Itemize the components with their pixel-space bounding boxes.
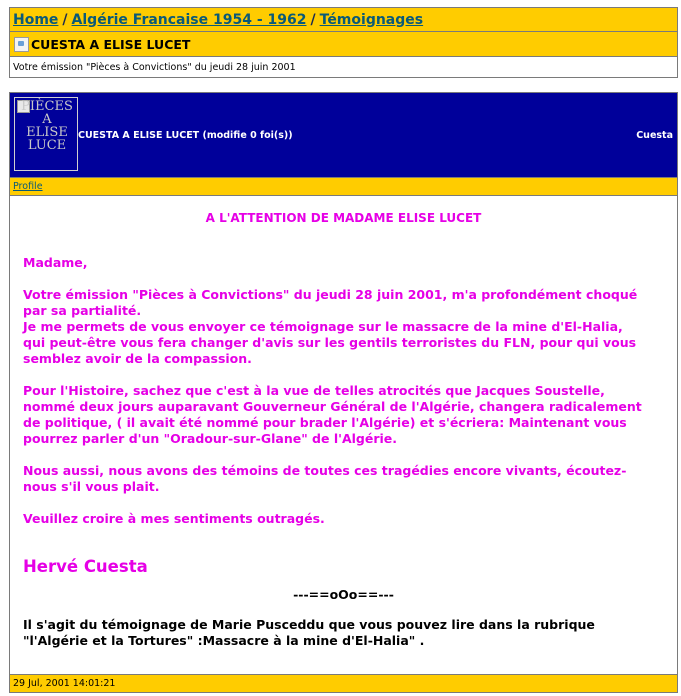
message-line: Pour l'Histoire, sachez que c'est à la vue de telles atrocités que Jacques Soustelle, — [23, 383, 605, 398]
profile-link[interactable]: Profile — [13, 181, 43, 192]
message-note-line: Il s'agit du témoignage de Marie Pusceddu que vous pouvez lire dans la rubrique — [23, 617, 595, 632]
message-separator: ---==oOo==--- — [293, 587, 394, 602]
message-paragraph — [23, 287, 664, 367]
breadcrumb — [10, 8, 677, 32]
message-paragraph — [23, 383, 664, 447]
breadcrumb-separator: / — [310, 11, 316, 28]
message-line: nommé deux jours auparavant Gouverneur Général de l'Algérie, changera radicalement — [23, 399, 642, 414]
message-body — [10, 210, 677, 649]
message-timestamp: 29 Jul, 2001 14:01:21 — [10, 674, 677, 692]
message-line: Je me permets de vous envoyer ce témoignage sur le massacre de la mine d'El-Halia, — [23, 319, 623, 334]
topic-title-row — [10, 32, 677, 57]
message-line: de politique, ( il avait été nommé pour brader l'Algérie) et s'écriera: Maintenant vous — [23, 415, 627, 430]
message-line: pourrez parler d'un "Oradour-sur-Glane" de l'Algérie. — [23, 431, 398, 446]
message-signature: Hervé Cuesta — [23, 557, 148, 576]
broken-image-icon — [14, 37, 29, 52]
topic-subtitle: Votre émission "Pièces à Convictions" du jeudi 28 juin 2001 — [13, 61, 296, 73]
message-note — [23, 617, 664, 649]
breadcrumb-home-link[interactable]: Home — [13, 11, 59, 28]
topic-title: CUESTA A ELISE LUCET — [31, 36, 191, 52]
message-note-line: "l'Algérie et la Tortures" :Massacre à la mine d'El-Halia" . — [23, 633, 425, 648]
message-author: Cuesta — [636, 130, 673, 141]
profile-row — [10, 178, 677, 196]
avatar-alt-text — [15, 100, 78, 152]
message-line: qui peut-être vous fera changer d'avis sur les gentils terroristes du FLN, pour qui vous — [23, 335, 637, 350]
breadcrumb-separator: / — [62, 11, 68, 28]
message-line: Nous aussi, nous avons des témoins de toutes ces tragédies encore vivants, écoutez- — [23, 463, 627, 478]
avatar-alt-line: A — [42, 112, 52, 127]
message-greeting: Madame, — [23, 255, 88, 270]
message-closing: Veuillez croire à mes sentiments outragés. — [23, 511, 325, 526]
breadcrumb-section-link[interactable]: Algérie Francaise 1954 - 1962 — [71, 11, 307, 28]
message-title: CUESTA A ELISE LUCET (modifie 0 foi(s)) — [78, 130, 293, 141]
breadcrumb-category-link[interactable]: Témoignages — [319, 11, 424, 28]
message-attention-line: A L'ATTENTION DE MADAME ELISE LUCET — [205, 211, 482, 225]
message-line: semblez avoir de la compassion. — [23, 351, 252, 366]
avatar-alt-line: LUCE — [27, 138, 67, 153]
message-post — [9, 92, 678, 693]
avatar-alt-line: ELISE — [26, 125, 68, 140]
message-paragraph — [23, 463, 664, 495]
avatar — [14, 97, 78, 171]
avatar-alt-line: PIÈCES — [21, 99, 73, 114]
message-line: nous s'il vous plait. — [23, 479, 160, 494]
message-line: par sa partialité. — [23, 303, 142, 318]
message-line: Votre émission "Pièces à Convictions" du jeudi 28 juin 2001, m'a profondément choqué — [23, 287, 638, 302]
topic-header-table — [9, 7, 678, 78]
message-header — [10, 93, 677, 178]
